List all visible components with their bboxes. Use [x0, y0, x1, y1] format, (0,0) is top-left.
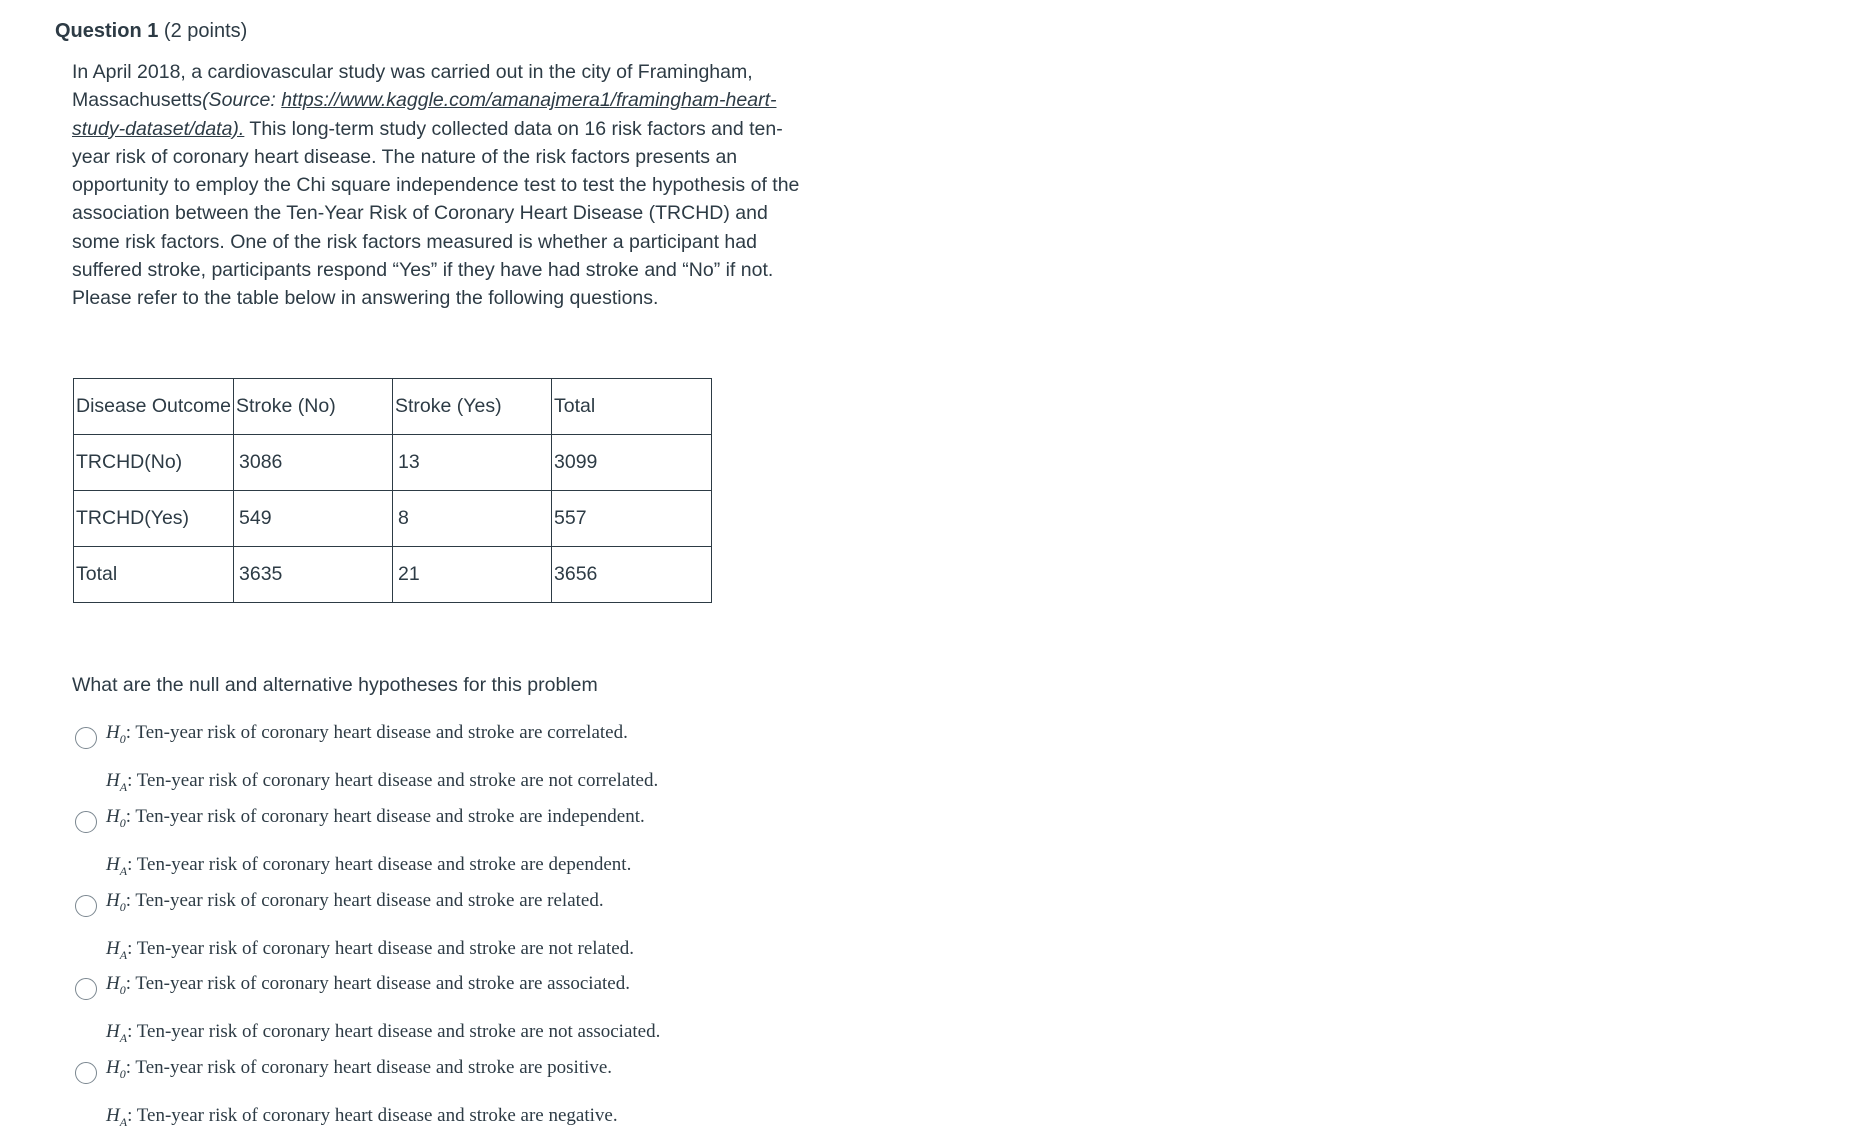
- source-link[interactable]: https://www.kaggle.com/amanajmera1/framingham-heart-study-dataset/data).: [72, 89, 777, 140]
- table-cell: TRCHD(No): [74, 435, 234, 491]
- table-cell: 549: [234, 491, 393, 547]
- intro-text-1: In April 2018, a cardiovascular study was carried out in the city of Framingham, Massachusetts: [72, 61, 753, 112]
- ha-symbol: $H_A$: [106, 938, 128, 962]
- header-cell: Stroke (No): [234, 379, 393, 435]
- question-points: (2 points): [163, 20, 248, 42]
- table-row: [74, 547, 712, 603]
- table-cell: 8: [393, 491, 552, 547]
- alternative-hypothesis: $H_A$: Ten-year risk of coronary heart disease and stroke are dependent.: [106, 854, 632, 878]
- null-hypothesis: $H_0$: Ten-year risk of coronary heart disease and stroke are related.: [106, 890, 604, 914]
- table-cell: 3086: [234, 435, 393, 491]
- h0-symbol: $H_0$: [106, 973, 126, 997]
- null-hypothesis: $H_0$: Ten-year risk of coronary heart disease and stroke are independent.: [106, 806, 645, 830]
- header-cell: Stroke (Yes): [393, 379, 552, 435]
- ha-symbol: $H_A$: [106, 1105, 128, 1129]
- null-hypothesis: $H_0$: Ten-year risk of coronary heart disease and stroke are associated.: [106, 973, 630, 997]
- table-cell: 3099: [552, 435, 712, 491]
- table-cell: 21: [393, 547, 552, 603]
- radio-option-3[interactable]: [75, 895, 97, 917]
- table-row: [74, 435, 712, 491]
- h0-symbol: $H_0$: [106, 806, 126, 830]
- table-header-row: [74, 379, 712, 435]
- alternative-hypothesis: $H_A$: Ten-year risk of coronary heart disease and stroke are negative.: [106, 1105, 618, 1129]
- table-row: [74, 491, 712, 547]
- question-intro: [72, 58, 802, 313]
- ha-symbol: $H_A$: [106, 770, 128, 794]
- h0-symbol: $H_0$: [106, 890, 126, 914]
- question-header: [55, 20, 247, 43]
- intro-text-2: This long-term study collected data on 16 risk factors and ten-year risk of coronary heart disease. The nature of the risk factors presents an opportunity to employ the Chi square independence test to test the hypothesis of the association between the Ten-Year Risk of Coronary Heart Disease (TRCHD) and some risk factors. One of the risk factors measured is whether a participant had suffered stroke, participants respond “Yes” if they have had stroke and “No” if not. Please refer to the table below in answering the following questions.: [72, 117, 800, 310]
- h0-symbol: $H_0$: [106, 1057, 126, 1081]
- alternative-hypothesis: $H_A$: Ten-year risk of coronary heart disease and stroke are not correlated.: [106, 770, 659, 794]
- alternative-hypothesis: $H_A$: Ten-year risk of coronary heart disease and stroke are not related.: [106, 938, 634, 962]
- question-title: Question 1: [55, 20, 159, 42]
- h0-symbol: $H_0$: [106, 722, 126, 746]
- header-cell: Disease Outcome: [74, 379, 234, 435]
- radio-option-1[interactable]: [75, 727, 97, 749]
- table-cell: 557: [552, 491, 712, 547]
- header-cell: Total: [552, 379, 712, 435]
- table-cell: 3656: [552, 547, 712, 603]
- table-cell: TRCHD(Yes): [74, 491, 234, 547]
- radio-option-4[interactable]: [75, 978, 97, 1000]
- source-label: (Source:: [202, 89, 282, 112]
- null-hypothesis: $H_0$: Ten-year risk of coronary heart disease and stroke are correlated.: [106, 722, 628, 746]
- contingency-table: [73, 378, 712, 603]
- table-cell: 13: [393, 435, 552, 491]
- null-hypothesis: $H_0$: Ten-year risk of coronary heart disease and stroke are positive.: [106, 1057, 613, 1081]
- radio-option-5[interactable]: [75, 1062, 97, 1084]
- alternative-hypothesis: $H_A$: Ten-year risk of coronary heart disease and stroke are not associated.: [106, 1021, 661, 1045]
- radio-option-2[interactable]: [75, 811, 97, 833]
- table-cell: Total: [74, 547, 234, 603]
- ha-symbol: $H_A$: [106, 1021, 128, 1045]
- ha-symbol: $H_A$: [106, 854, 128, 878]
- table-cell: 3635: [234, 547, 393, 603]
- hypotheses-prompt: What are the null and alternative hypotheses for this problem: [72, 674, 598, 696]
